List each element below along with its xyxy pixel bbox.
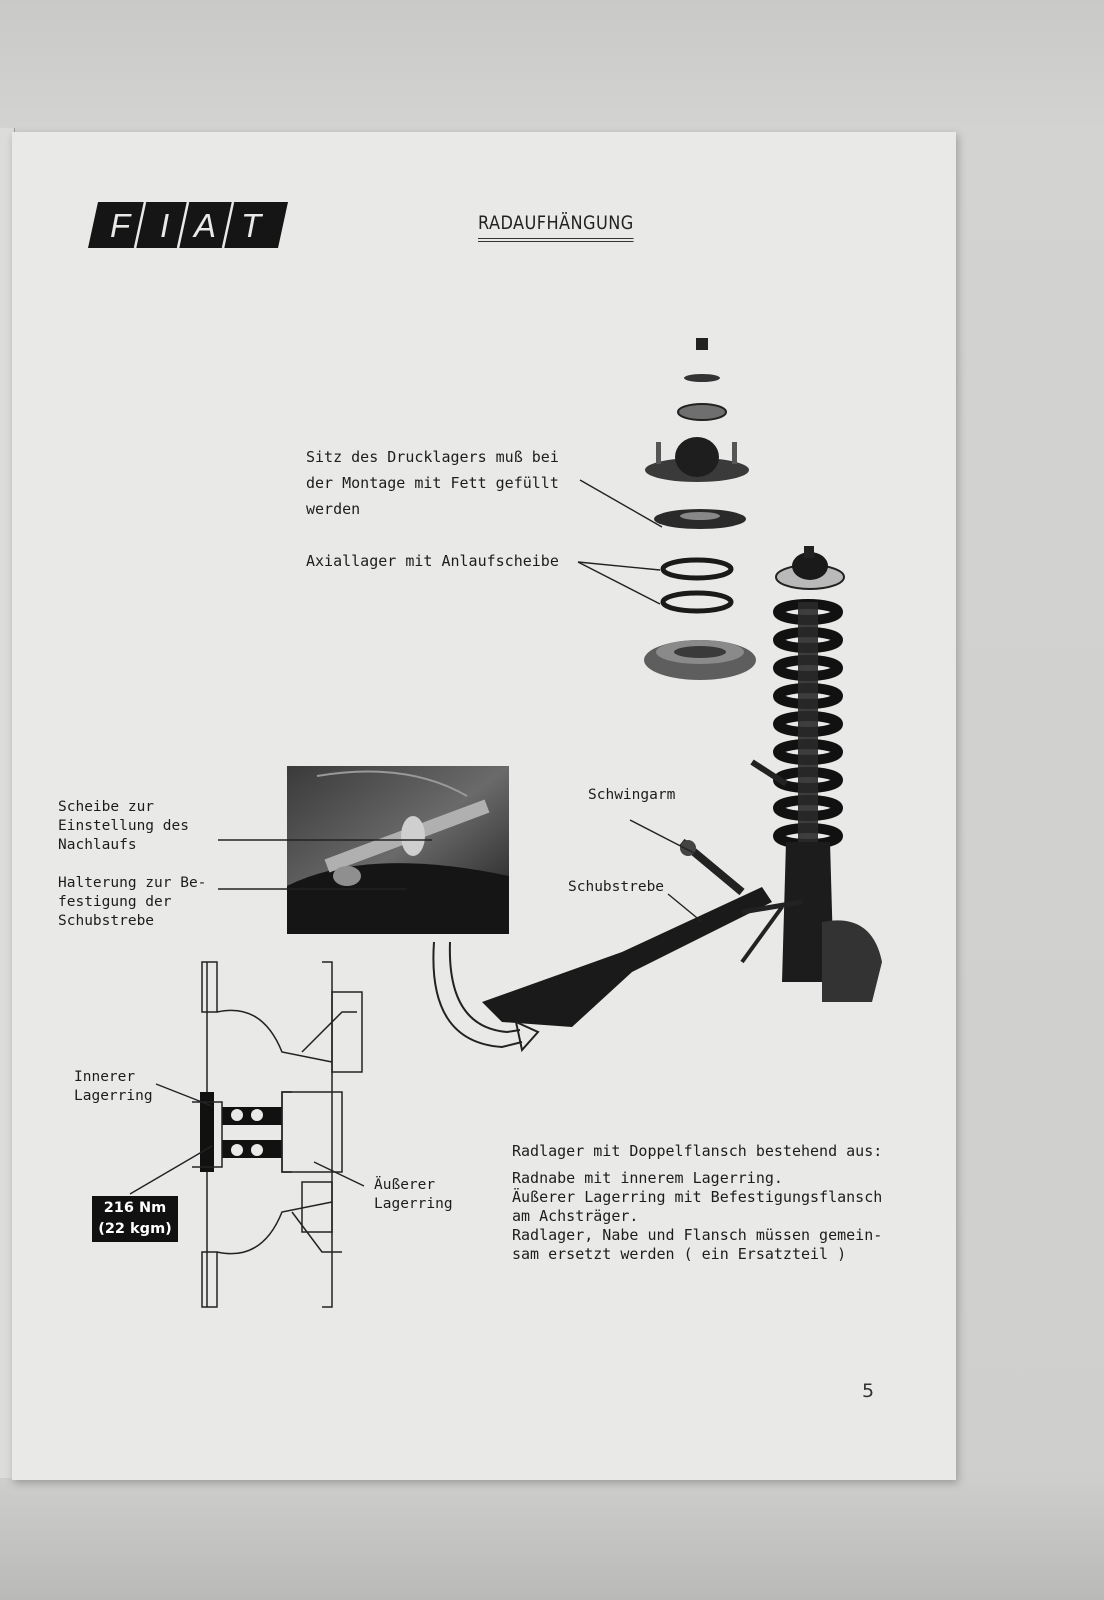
note-heading: Radlager mit Doppelflansch bestehend aus: <box>512 1142 883 1160</box>
scheibe-line-1: Scheibe zur <box>58 799 155 815</box>
torque-nm: 216 Nm <box>103 1200 167 1216</box>
halterung-line-3: Schubstrebe <box>58 913 155 929</box>
logo-letter-t: T <box>241 207 262 244</box>
logo-letter-i: I <box>160 207 170 244</box>
scheibe-line-2: Einstellung des <box>58 818 189 834</box>
leader-lines <box>12 132 956 1480</box>
note-line-5: sam ersetzt werden ( ein Ersatzteil ) <box>512 1245 847 1263</box>
drucklager-line-2: der Montage mit Fett gefüllt <box>306 474 559 492</box>
note-line-1: Radnabe mit innerem Lagerring. <box>512 1169 783 1187</box>
radlager-note <box>512 1142 882 1264</box>
drucklager-line-3: werden <box>306 500 361 518</box>
innerer-lagerring-label <box>74 1068 153 1106</box>
halterung-line-2: festigung der <box>58 894 172 910</box>
halterung-line-1: Halterung zur Be- <box>58 875 207 891</box>
page-number: 5 <box>862 1380 875 1402</box>
logo-letter-f: F <box>110 207 131 244</box>
innerer-line-1: Innerer <box>74 1069 136 1085</box>
aeusserer-line-2: Lagerring <box>374 1196 453 1212</box>
torque-badge <box>92 1196 178 1242</box>
note-line-2: Äußerer Lagerring mit Befestigungsflansch <box>512 1188 883 1206</box>
note-line-4: Radlager, Nabe und Flansch müssen gemein- <box>512 1226 883 1244</box>
schubstrebe-label: Schubstrebe <box>568 879 665 895</box>
logo-letter-a: A <box>194 207 217 244</box>
schwingarm-label: Schwingarm <box>588 787 676 803</box>
axiallager-label: Axiallager mit Anlaufscheibe <box>306 552 559 570</box>
scheibe-line-3: Nachlaufs <box>58 837 137 853</box>
manual-page <box>12 132 956 1480</box>
aeusserer-lagerring-label <box>374 1176 453 1214</box>
aeusserer-line-1: Äußerer <box>374 1177 436 1193</box>
torque-kgm: (22 kgm) <box>98 1221 172 1237</box>
innerer-line-2: Lagerring <box>74 1088 153 1104</box>
drucklager-line-1: Sitz des Drucklagers muß bei <box>306 448 559 466</box>
note-line-3: am Achsträger. <box>512 1207 639 1225</box>
page-title: RADAUFHÄNGUNG <box>478 212 634 242</box>
